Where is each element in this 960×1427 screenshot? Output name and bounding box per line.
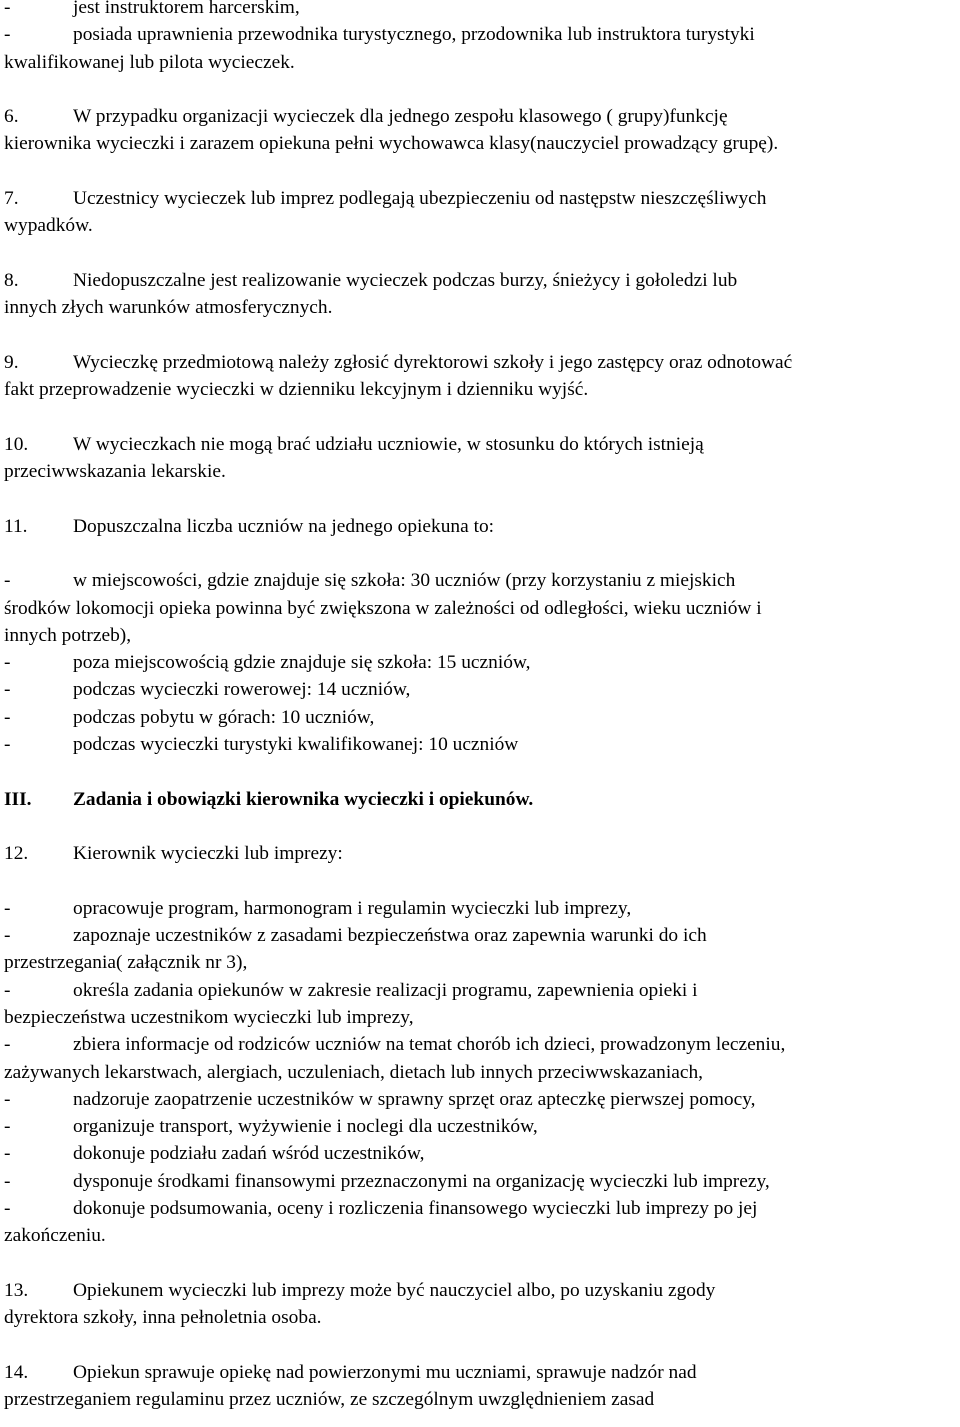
paragraph-number: 13. [4,1279,29,1301]
spacer [4,868,954,895]
list-item-text: posiada uprawnienia przewodnika turystycznego, przodownika lub instruktora turystyki [73,24,755,46]
bullet-dash: - [4,1170,11,1192]
list-item-text: określa zadania opiekunów w zakresie realizacji programu, zapewnienia opieki i [73,979,698,1001]
paragraph-number: 12. [4,843,29,865]
bullet-dash: - [4,706,11,728]
list-item-text: poza miejscowością gdzie znajduje się szkoła: 15 uczniów, [73,652,531,674]
spacer [4,158,954,185]
list-item [4,895,954,922]
list-item-text: jest instruktorem harcerskim, [73,0,300,18]
list-item [4,1195,954,1222]
bullet-dash: - [4,1116,11,1138]
paragraph-8-continuation: innych złych warunków atmosferycznych. [4,297,333,319]
paragraph-number: 8. [4,269,19,291]
paragraph-8 [4,267,954,294]
list-item-continuation: przestrzegania( załącznik nr 3), [4,952,248,974]
spacer [4,813,954,840]
paragraph-6-continuation: kierownika wycieczki i zarazem opiekuna pełni wychowawca klasy(nauczyciel prowadzący grupę). [4,133,779,155]
paragraph-6 [4,103,954,130]
bullet-dash: - [4,734,11,756]
paragraph-number: 11. [4,515,28,537]
section-number: III. [4,788,32,810]
list-item-continuation: zażywanych lekarstwach, alergiach, uczuleniach, dietach lub innych przeciwwskazaniach, [4,1061,703,1083]
list-item-text: podczas wycieczki rowerowej: 14 uczniów, [73,679,411,701]
list-item-text: zbiera informacje od rodziców uczniów na temat chorób ich dzieci, prowadzonym leczeniu, [73,1034,786,1056]
paragraph-14-continuation: przestrzeganiem regulaminu przez uczniów, ze szczególnym uwzględnieniem zasad [4,1389,655,1411]
paragraph-number: 9. [4,351,19,373]
list-item-text: zapoznaje uczestników z zasadami bezpieczeństwa oraz zapewnia warunki do ich [73,925,707,947]
list-item [4,567,954,594]
list-item [4,704,954,731]
list-item-continuation: innych potrzeb), [4,624,132,646]
list-item [4,922,954,949]
bullet-dash: - [4,1143,11,1165]
paragraph-10-continuation: przeciwwskazania lekarskie. [4,461,226,483]
bullet-dash: - [4,1034,11,1056]
list-item-text: dokonuje podziału zadań wśród uczestników, [73,1143,425,1165]
spacer [4,758,954,785]
paragraph-number: 10. [4,433,29,455]
paragraph-14 [4,1359,954,1386]
bullet-dash: - [4,897,11,919]
bullet-dash: - [4,679,11,701]
list-item [4,676,954,703]
spacer [4,403,954,430]
list-item-continuation: bezpieczeństwa uczestnikom wycieczki lub imprezy, [4,1006,414,1028]
bullet-dash: - [4,979,11,1001]
list-item [4,1086,954,1113]
list-item [4,731,954,758]
list-item-text: organizuje transport, wyżywienie i noclegi dla uczestników, [73,1116,538,1138]
paragraph-text: Niedopuszczalne jest realizowanie wycieczek podczas burzy, śnieżycy i gołoledzi lub [73,269,738,291]
list-item [4,1113,954,1140]
list-item-text: podczas pobytu w górach: 10 uczniów, [73,706,375,728]
list-item [4,0,954,21]
paragraph-13 [4,1277,954,1304]
paragraph-11 [4,513,954,540]
paragraph-text: Opiekunem wycieczki lub imprezy może być nauczyciel albo, po uzyskaniu zgody [73,1279,716,1301]
list-item [4,977,954,1004]
spacer [4,322,954,349]
list-item-text: w miejscowości, gdzie znajduje się szkoła: 30 uczniów (przy korzystaniu z miejskich [73,570,736,592]
list-item [4,1031,954,1058]
paragraph-9-continuation: fakt przeprowadzenie wycieczki w dzienniku lekcyjnym i dzienniku wyjść. [4,379,589,401]
section-heading [4,786,954,813]
paragraph-text: Wycieczkę przedmiotową należy zgłosić dyrektorowi szkoły i jego zastępcy oraz odnotować [73,351,793,373]
list-item-text: nadzoruje zaopatrzenie uczestników w sprawny sprzęt oraz apteczkę pierwszej pomocy, [73,1088,756,1110]
paragraph-text: Kierownik wycieczki lub imprezy: [73,843,343,865]
bullet-dash: - [4,570,11,592]
list-item [4,1168,954,1195]
paragraph-10 [4,431,954,458]
bullet-dash: - [4,0,11,18]
bullet-dash: - [4,1198,11,1220]
list-item-continuation: kwalifikowanej lub pilota wycieczek. [4,51,295,73]
list-item [4,1140,954,1167]
list-item-continuation: środków lokomocji opieka powinna być zwiększona w zależności od odległości, wieku uczniów i [4,597,762,619]
spacer [4,76,954,103]
paragraph-13-continuation: dyrektora szkoły, inna pełnoletnia osoba. [4,1307,322,1329]
paragraph-number: 14. [4,1361,29,1383]
paragraph-text: Dopuszczalna liczba uczniów na jednego opiekuna to: [73,515,495,537]
bullet-dash: - [4,1088,11,1110]
bullet-dash: - [4,24,11,46]
list-item [4,649,954,676]
spacer [4,240,954,267]
section-title: Zadania i obowiązki kierownika wycieczki i opiekunów. [73,788,534,810]
paragraph-text: W przypadku organizacji wycieczek dla jednego zespołu klasowego ( grupy)funkcję [73,106,728,128]
list-item-text: opracowuje program, harmonogram i regulamin wycieczki lub imprezy, [73,897,632,919]
paragraph-7-continuation: wypadków. [4,215,93,237]
list-item [4,21,954,48]
spacer [4,485,954,512]
paragraph-12 [4,840,954,867]
spacer [4,1332,954,1359]
list-item-text: dysponuje środkami finansowymi przeznaczonymi na organizację wycieczki lub imprezy, [73,1170,770,1192]
list-item-text: podczas wycieczki turystyki kwalifikowanej: 10 uczniów [73,734,519,756]
paragraph-number: 7. [4,188,19,210]
bullet-dash: - [4,925,11,947]
list-item-continuation: zakończeniu. [4,1225,106,1247]
paragraph-text: Opiekun sprawuje opiekę nad powierzonymi mu uczniami, sprawuje nadzór nad [73,1361,697,1383]
paragraph-9 [4,349,954,376]
document-page [4,0,954,1413]
bullet-dash: - [4,652,11,674]
spacer [4,540,954,567]
list-item-text: dokonuje podsumowania, oceny i rozliczenia finansowego wycieczki lub imprezy po jej [73,1198,758,1220]
paragraph-text: W wycieczkach nie mogą brać udziału uczniowie, w stosunku do których istnieją [73,433,704,455]
spacer [4,1250,954,1277]
paragraph-text: Uczestnicy wycieczek lub imprez podlegają ubezpieczeniu od następstw nieszczęśliwych [73,188,767,210]
paragraph-number: 6. [4,106,19,128]
paragraph-7 [4,185,954,212]
